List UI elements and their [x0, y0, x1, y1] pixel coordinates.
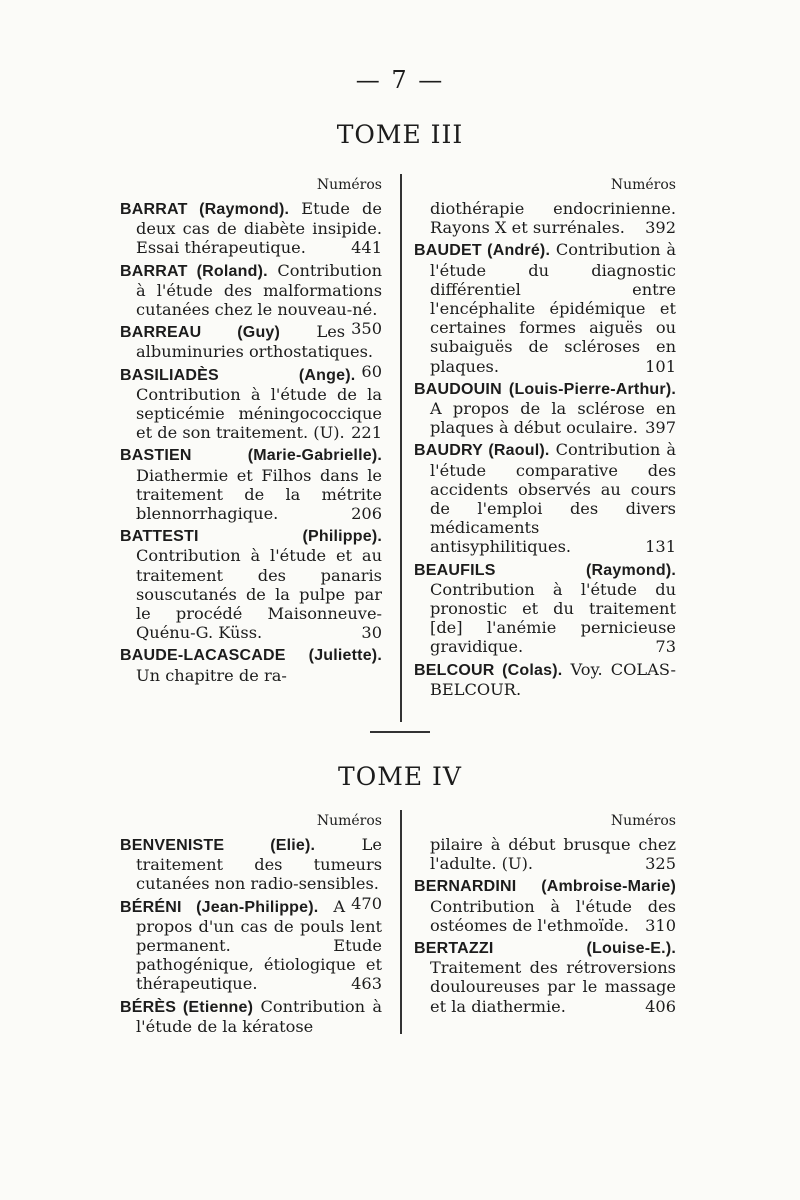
- entry-name: BAUDOUIN (Louis-Pierre-Arthur).: [414, 380, 676, 398]
- section-title-tome-iii: TOME III: [336, 120, 464, 149]
- column-header: Numéros: [316, 813, 382, 829]
- index-entry: [414, 560, 676, 657]
- entry-continuation: [414, 199, 676, 237]
- column-header: Numéros: [316, 177, 382, 193]
- entry-text: Voy. COLAS-BELCOUR.: [430, 659, 676, 699]
- entry-text: diothérapie endocrinienne. Rayons X et surrénales.: [430, 199, 676, 238]
- column-right: [414, 810, 676, 1016]
- entry-number: 441: [351, 238, 382, 258]
- entry-name: BERTAZZI (Louise-E.).: [414, 940, 676, 958]
- entry-number: 206: [351, 504, 382, 524]
- column-left: [120, 174, 382, 685]
- entry-name: BAUDRY (Raoul).: [414, 442, 550, 460]
- section-tome-iv: [120, 810, 680, 1036]
- index-entry: [414, 240, 676, 375]
- entry-text: Etude de deux cas de diabète insipide. Essai thérapeutique.: [136, 199, 382, 258]
- entry-number: 397: [645, 418, 676, 438]
- index-entry: [120, 526, 382, 642]
- index-entry: [120, 645, 382, 684]
- entry-text: Un chapitre de ra-: [136, 665, 287, 685]
- index-entry: [414, 440, 676, 556]
- entry-number: 221: [351, 423, 382, 443]
- entry-name: BARRAT (Raymond).: [120, 201, 290, 218]
- entry-text: Contribution à l'étude et au traitement des panaris souscutanés de la pulpe par le procédé Maisonneuve-Quénu-G. Küss.: [136, 546, 382, 643]
- entry-name: BARREAU (Guy): [120, 324, 281, 342]
- section-separator: [370, 731, 430, 733]
- entry-name: BATTESTI (Philippe).: [120, 528, 382, 546]
- entry-text: A propos d'un cas de pouls lent permanent. Etude pathogénique, étiologique et thérapeutique.: [136, 896, 382, 994]
- index-entry: [120, 199, 382, 258]
- entry-name: BEAUFILS (Raymond).: [414, 561, 676, 579]
- section-title-tome-iv: TOME IV: [338, 762, 462, 791]
- section-tome-iii: [120, 174, 680, 722]
- entry-text: Traitement des rétroversions douloureuses par le massage et la diathermie.: [430, 958, 676, 1016]
- entry-number: 73: [655, 637, 676, 657]
- entry-name: BELCOUR (Colas).: [414, 661, 563, 679]
- entry-text: pilaire à début brusque chez l'adulte. (U).: [430, 835, 676, 874]
- entry-text: Diathermie et Filhos dans le traitement de la métrite blennorrhagique.: [136, 465, 382, 524]
- entry-name: BAUDE-LACASCADE (Juliette).: [120, 647, 382, 665]
- entry-text: A propos de la sclérose en plaques à début oculaire.: [430, 399, 676, 438]
- index-entry: [414, 379, 676, 438]
- entry-text: Contribution à l'étude des malformations cutanées chez le nouveau-né.: [136, 260, 382, 320]
- entry-name: BASILIADÈS (Ange).: [120, 366, 356, 384]
- entry-name: BASTIEN (Marie-Gabrielle).: [120, 447, 382, 465]
- entry-number: 310: [645, 915, 676, 935]
- entry-name: BARRAT (Roland).: [120, 262, 268, 280]
- column-left: [120, 810, 382, 1036]
- entry-number: 60: [361, 361, 382, 381]
- entry-number: 406: [645, 996, 676, 1016]
- entry-name: BAUDET (André).: [414, 242, 551, 260]
- entry-text: Contribution à l'étude de la septicémie méningococcique et de son traitement. (U).: [136, 384, 382, 443]
- column-header: Numéros: [610, 813, 676, 829]
- column-right: [414, 174, 676, 699]
- entry-text: Les albuminuries orthostatiques.: [136, 322, 374, 362]
- index-entry: [414, 876, 676, 935]
- entry-number: 325: [645, 854, 676, 874]
- index-entry: [414, 660, 676, 699]
- page-number: — 7 —: [355, 66, 445, 94]
- entry-number: 350: [351, 319, 382, 339]
- entry-continuation: [414, 835, 676, 873]
- entry-text: Contribution à l'étude comparative des accidents observés au cours de l'emploi des divers médicaments antisyphilitiques.: [430, 440, 676, 557]
- index-entry: [120, 897, 382, 994]
- entry-number: 30: [361, 623, 382, 643]
- entry-number: 463: [351, 974, 382, 994]
- entry-name: BERNARDINI (Ambroise-Marie): [414, 878, 676, 896]
- column-divider: [400, 810, 402, 1034]
- entry-name: BENVENISTE (Elie).: [120, 837, 316, 854]
- entry-text: Contribution à l'étude de la kératose: [136, 996, 382, 1036]
- index-entry: [120, 365, 382, 443]
- entry-text: Le traitement des tumeurs cutanées non radio-sensibles.: [136, 835, 382, 894]
- column-header: Numéros: [610, 177, 676, 193]
- entry-number: 392: [645, 218, 676, 238]
- entry-number: 470: [351, 893, 382, 913]
- entry-text: Contribution à l'étude du pronostic et du traitement [de] l'anémie pernicieuse gravidique.: [430, 579, 676, 657]
- entry-name: BÉRÈS (Etienne): [120, 998, 254, 1016]
- column-divider: [400, 174, 402, 722]
- index-entry: [120, 445, 382, 523]
- entry-text: Contribution à l'étude du diagnostic différentiel entre l'encéphalite épidémique et certaines formes aiguës ou subaiguës de scléroses en plaques.: [430, 240, 676, 376]
- entry-number: 131: [645, 537, 676, 557]
- entry-text: Contribution à l'étude des ostéomes de l'ethmoïde.: [430, 896, 676, 935]
- entry-number: 101: [645, 356, 676, 376]
- entry-name: BÉRÉNI (Jean-Philippe).: [120, 898, 319, 916]
- index-entry: [414, 938, 676, 1016]
- index-entry: [120, 997, 382, 1036]
